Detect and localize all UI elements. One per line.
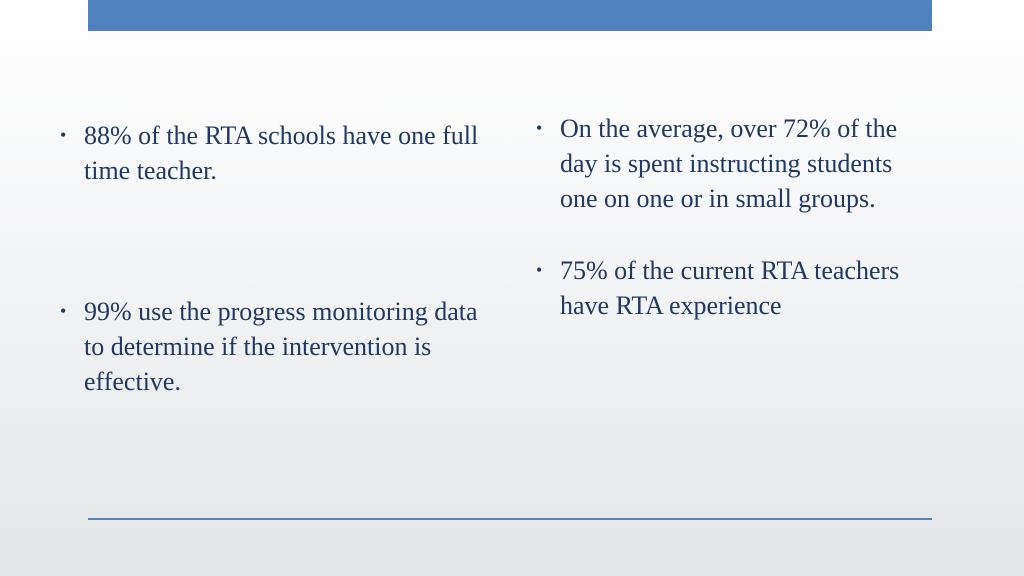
bullet-dot-icon: • [60, 125, 67, 145]
right-bullet-list [536, 111, 936, 323]
bullet-text: On the average, over 72% of the day is spent instructing students one on one or in small groups. [560, 114, 898, 213]
bullet-item [536, 253, 936, 323]
bullet-item [60, 294, 500, 399]
header-accent-bar [88, 0, 932, 31]
bullet-text: 88% of the RTA schools have one full time teacher. [84, 121, 479, 185]
left-bullet-list [60, 118, 500, 399]
bullet-dot-icon: • [536, 260, 543, 280]
bullet-dot-icon: • [60, 301, 67, 321]
bullet-text: 99% use the progress monitoring data to determine if the intervention is effective. [84, 297, 478, 396]
bullet-item [536, 111, 936, 216]
bullet-item [60, 118, 500, 188]
bullet-text: 75% of the current RTA teachers have RTA experience [560, 256, 900, 320]
bullet-dot-icon: • [536, 118, 543, 138]
footer-divider-line [88, 518, 932, 520]
